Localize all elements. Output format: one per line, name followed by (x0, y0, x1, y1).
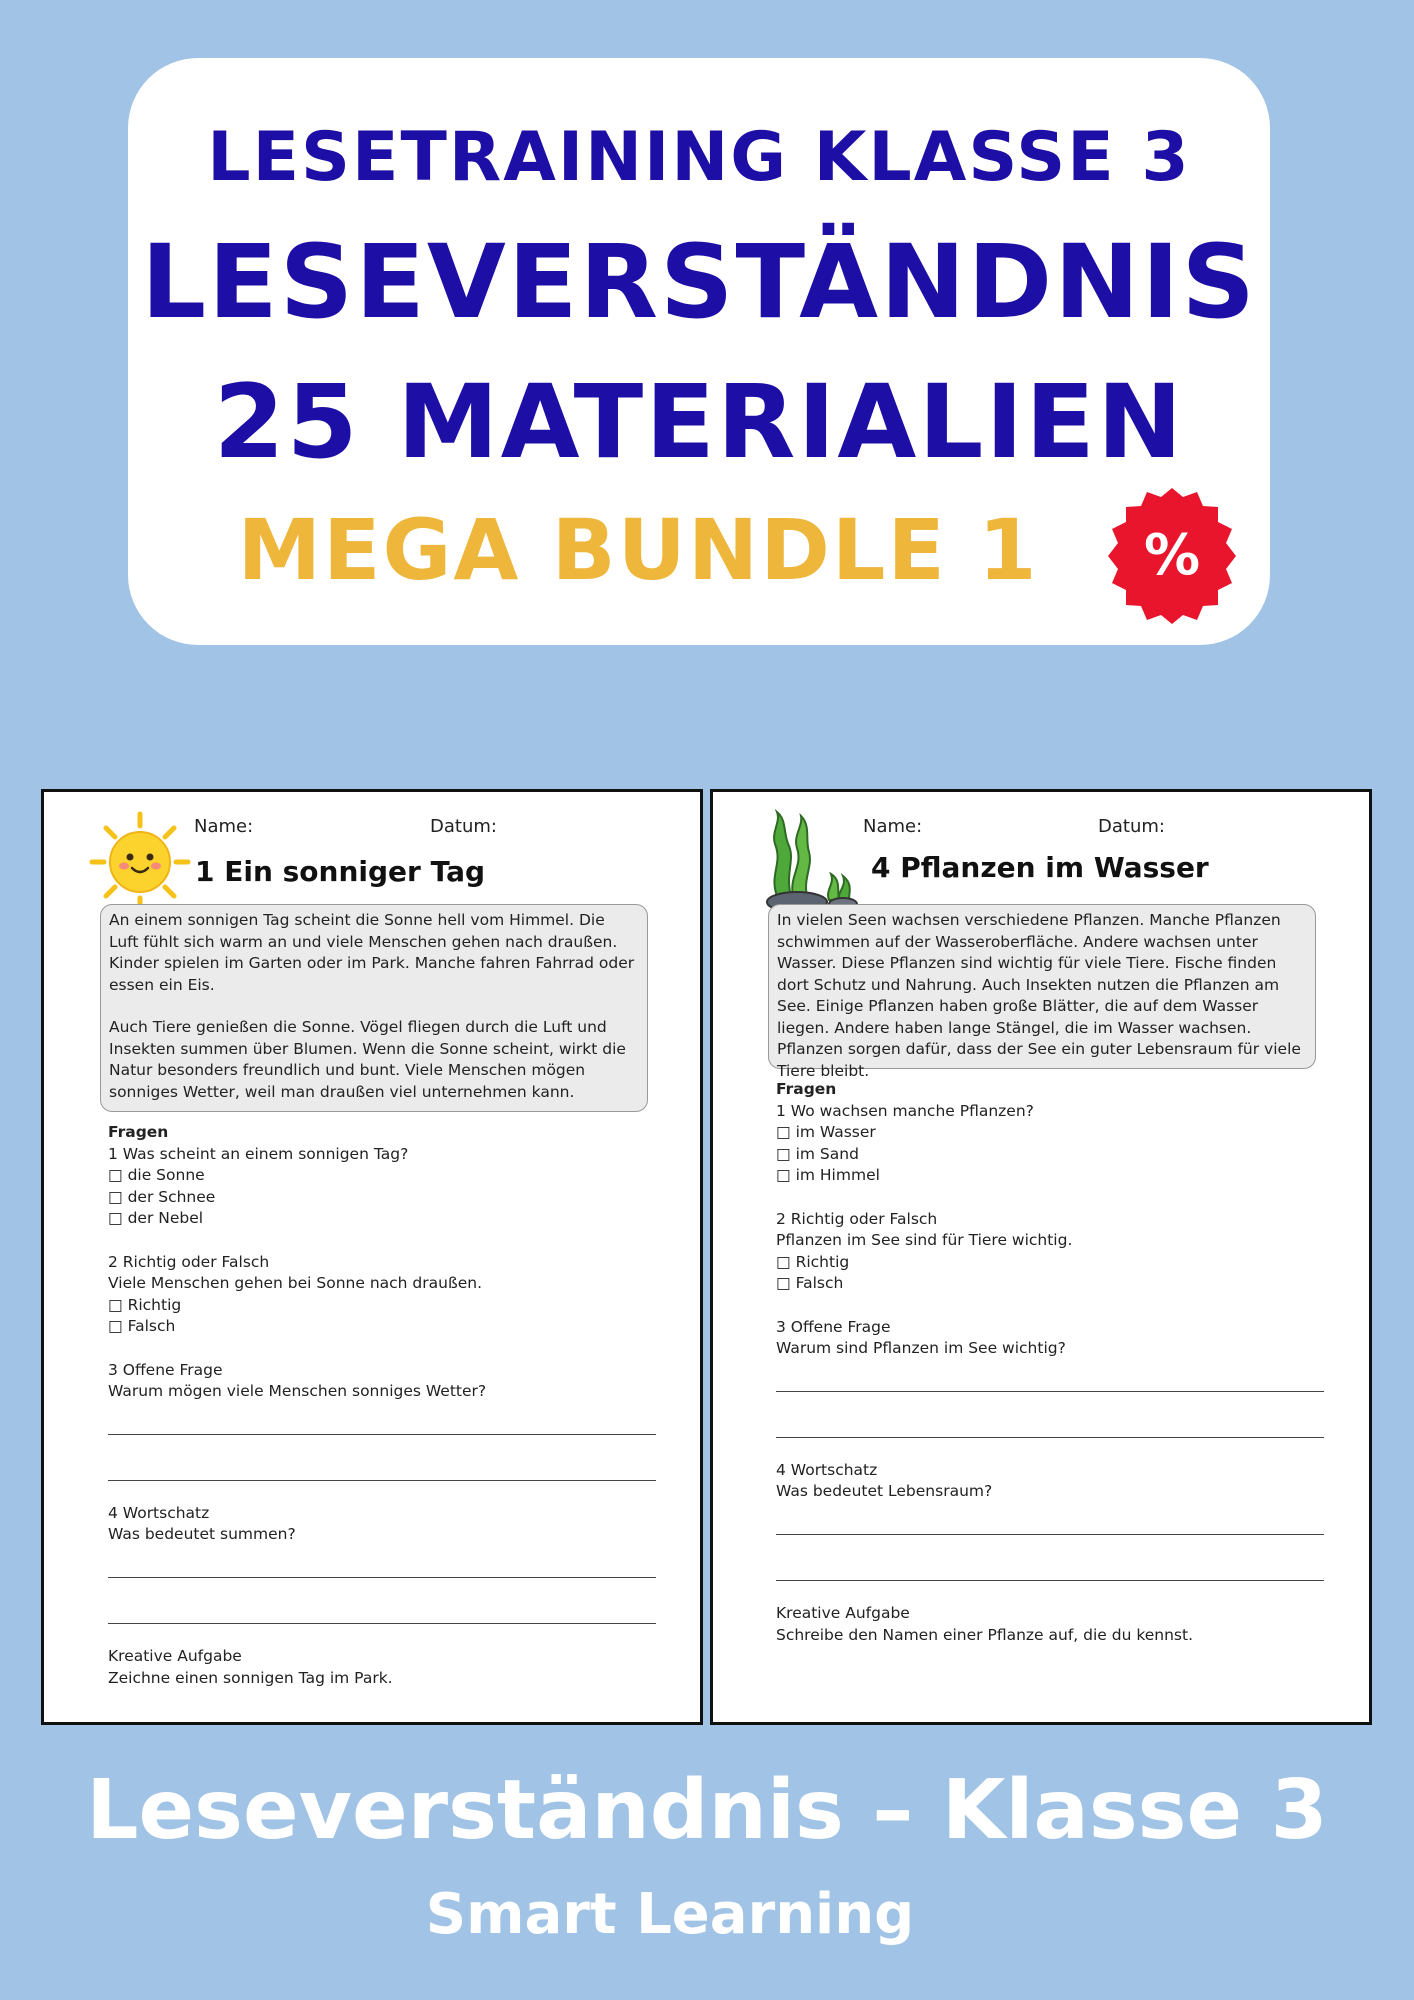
option: □ Richtig (108, 1295, 182, 1314)
worksheet-preview-left (41, 789, 703, 1725)
question-1: 1 Wo wachsen manche Pflanzen? (776, 1101, 1034, 1120)
option: □ die Sonne (108, 1166, 205, 1185)
footer-title: Leseverständnis – Klasse 3 (86, 1763, 1328, 1858)
question-4: 4 Wortschatz (776, 1460, 878, 1479)
question-3: 3 Offene Frage (108, 1360, 223, 1379)
paragraph: An einem sonnigen Tag scheint die Sonne hell vom Himmel. Die Luft fühlt sich warm an und viele Menschen gehen nach draußen. Kinder spielen im Garten oder im Park. Manche fahren Fahrrad oder essen ein Eis. (109, 911, 635, 994)
water-plants-icon (763, 804, 861, 914)
reading-text-box (768, 904, 1316, 1080)
question-3-text: Warum mögen viele Menschen sonniges Wetter? (108, 1382, 487, 1401)
question-3-text: Warum sind Pflanzen im See wichtig? (776, 1339, 1066, 1358)
name-label: Name: (863, 816, 923, 837)
option: □ Falsch (776, 1274, 844, 1293)
questions-title: Fragen (776, 1080, 837, 1098)
answer-line (108, 1554, 656, 1578)
question-1: 1 Was scheint an einem sonnigen Tag? (108, 1144, 409, 1163)
answer-line (108, 1600, 656, 1624)
title-line-3: 25 MATERIALIEN (213, 363, 1185, 482)
option: □ der Nebel (108, 1209, 204, 1228)
question-5: Kreative Aufgabe (108, 1646, 242, 1665)
option: □ der Schnee (108, 1187, 216, 1206)
question-5-text: Zeichne einen sonnigen Tag im Park. (108, 1668, 393, 1687)
questions (108, 1122, 656, 1689)
date-label: Datum: (430, 816, 497, 837)
questions (776, 1079, 1324, 1646)
question-2: 2 Richtig oder Falsch (776, 1209, 938, 1228)
option: □ Richtig (776, 1252, 850, 1271)
worksheet-preview-right (710, 789, 1372, 1725)
question-3: 3 Offene Frage (776, 1317, 891, 1336)
question-5-text: Schreibe den Namen einer Pflanze auf, die du kennst. (776, 1625, 1194, 1644)
question-2-statement: Viele Menschen gehen bei Sonne nach draußen. (108, 1274, 483, 1293)
question-2-statement: Pflanzen im See sind für Tiere wichtig. (776, 1231, 1073, 1250)
discount-badge-icon (1104, 488, 1240, 624)
answer-line (108, 1411, 656, 1435)
title-line-1: LESETRAINING KLASSE 3 (207, 118, 1191, 197)
title-line-2: LESEVERSTÄNDNIS (141, 223, 1257, 342)
worksheet-title: 4 Pflanzen im Wasser (871, 851, 1209, 884)
worksheet-title: 1 Ein sonniger Tag (195, 855, 486, 888)
sun-icon (88, 810, 192, 914)
option: □ im Sand (776, 1144, 859, 1163)
option: □ im Himmel (776, 1166, 880, 1185)
answer-line (776, 1368, 1324, 1392)
question-2: 2 Richtig oder Falsch (108, 1252, 270, 1271)
option: □ Falsch (108, 1317, 176, 1336)
reading-text-box (100, 904, 648, 1112)
question-4-text: Was bedeutet summen? (108, 1525, 296, 1544)
paragraph: Auch Tiere genießen die Sonne. Vögel fliegen durch die Luft und Insekten summen über Blumen. Wenn die Sonne scheint, wirkt die Natur besonders freundlich und bunt. Viele Menschen mögen sonniges Wetter, weil man draußen viel unternehmen kann. (109, 1018, 626, 1101)
badge-symbol: % (1143, 523, 1201, 588)
questions-title: Fragen (108, 1123, 169, 1141)
name-label: Name: (194, 816, 254, 837)
question-4: 4 Wortschatz (108, 1503, 210, 1522)
paragraph: In vielen Seen wachsen verschiedene Pflanzen. Manche Pflanzen schwimmen auf der Wasseroberfläche. Andere wachsen unter Wasser. Diese Pflanzen sind wichtig für viele Tiere. Fische finden dort Schutz und Nahrung. Auch Insekten nutzen die Pflanzen am See. Einige Pflanzen haben große Blätter, die auf dem Wasser liegen. Andere haben lange Stängel, die im Wasser wachsen. Pflanzen sorgen dafür, dass der See ein guter Lebensraum für viele Tiere bleibt. (777, 911, 1301, 1080)
answer-line (776, 1414, 1324, 1438)
footer-brand: Smart Learning (425, 1882, 915, 1947)
bundle-label: MEGA BUNDLE 1 (237, 501, 1039, 599)
question-4-text: Was bedeutet Lebensraum? (776, 1482, 993, 1501)
answer-line (776, 1557, 1324, 1581)
answer-line (108, 1457, 656, 1481)
date-label: Datum: (1098, 816, 1165, 837)
answer-line (776, 1511, 1324, 1535)
title-card (128, 58, 1270, 645)
question-5: Kreative Aufgabe (776, 1603, 910, 1622)
option: □ im Wasser (776, 1123, 876, 1142)
